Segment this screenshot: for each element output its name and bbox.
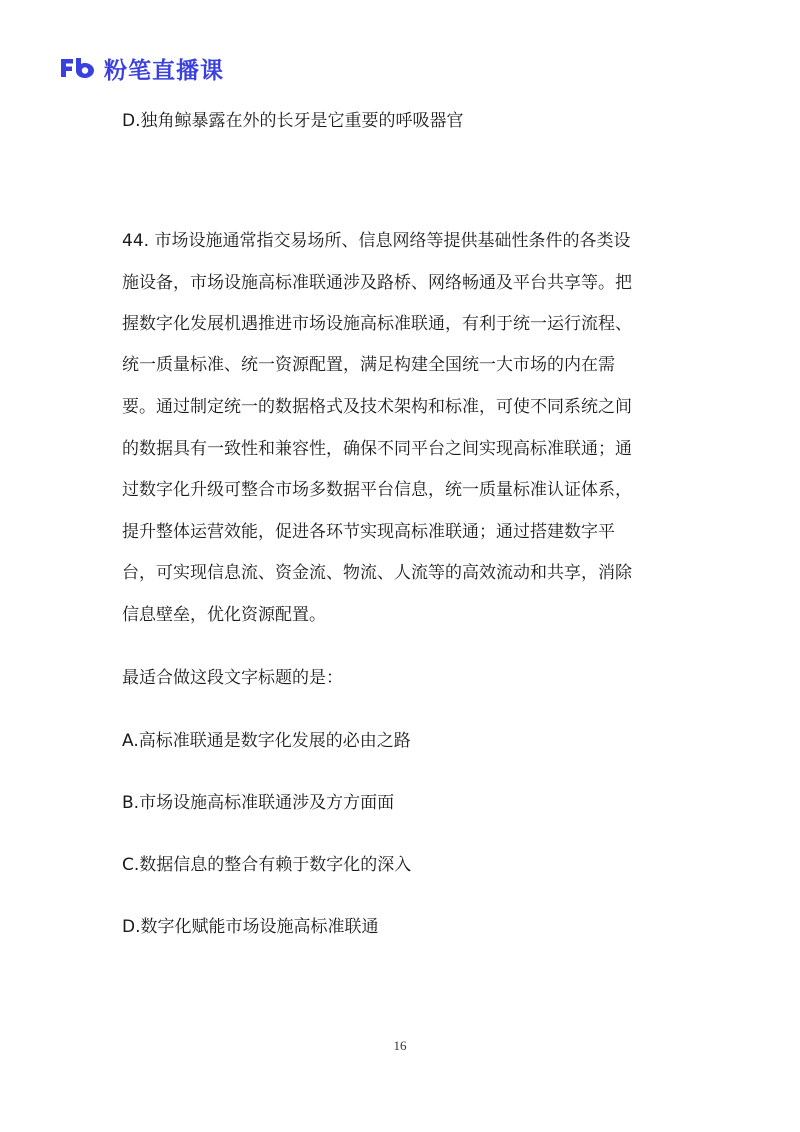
passage-line: 提升整体运营效能，促进各环节实现高标准联通；通过搭建数字平	[122, 522, 615, 542]
option-c: C.数据信息的整合有赖于数字化的深入	[122, 855, 412, 875]
previous-option-d: D.独角鲸暴露在外的长牙是它重要的呼吸器官	[122, 111, 464, 131]
passage-line: 的数据具有一致性和兼容性，确保不同平台之间实现高标准联通；通	[122, 439, 632, 459]
option-b: B.市场设施高标准联通涉及方方面面	[122, 793, 395, 813]
page-number: 16	[393, 1038, 407, 1053]
option-d: D.数字化赋能市场设施高标准联通	[122, 917, 379, 937]
passage-line: 过数字化升级可整合市场多数据平台信息，统一质量标准认证体系，	[122, 480, 632, 500]
brand-name: 粉笔直播课	[104, 57, 224, 84]
passage-line: 信息壁垒，优化资源配置。	[122, 605, 326, 625]
question-prompt: 最适合做这段文字标题的是：	[122, 668, 343, 688]
passage-line: 施设备，市场设施高标准联通涉及路桥、网络畅通及平台共享等。把	[122, 273, 632, 293]
passage-line: 台，可实现信息流、资金流、物流、人流等的高效流动和共享，消除	[122, 563, 632, 583]
passage-line: 统一质量标准、统一资源配置，满足构建全国统一大市场的内在需	[122, 355, 615, 375]
brand-header	[58, 52, 224, 84]
fenbi-logo-icon	[58, 56, 98, 80]
option-a: A.高标准联通是数字化发展的必由之路	[122, 731, 411, 751]
passage-line: 要。通过制定统一的数据格式及技术架构和标准，可使不同系统之间	[122, 397, 632, 417]
passage-line: 握数字化发展机遇推进市场设施高标准联通，有利于统一运行流程、	[122, 314, 632, 334]
passage-line: 44. 市场设施通常指交易场所、信息网络等提供基础性条件的各类设	[122, 231, 631, 251]
